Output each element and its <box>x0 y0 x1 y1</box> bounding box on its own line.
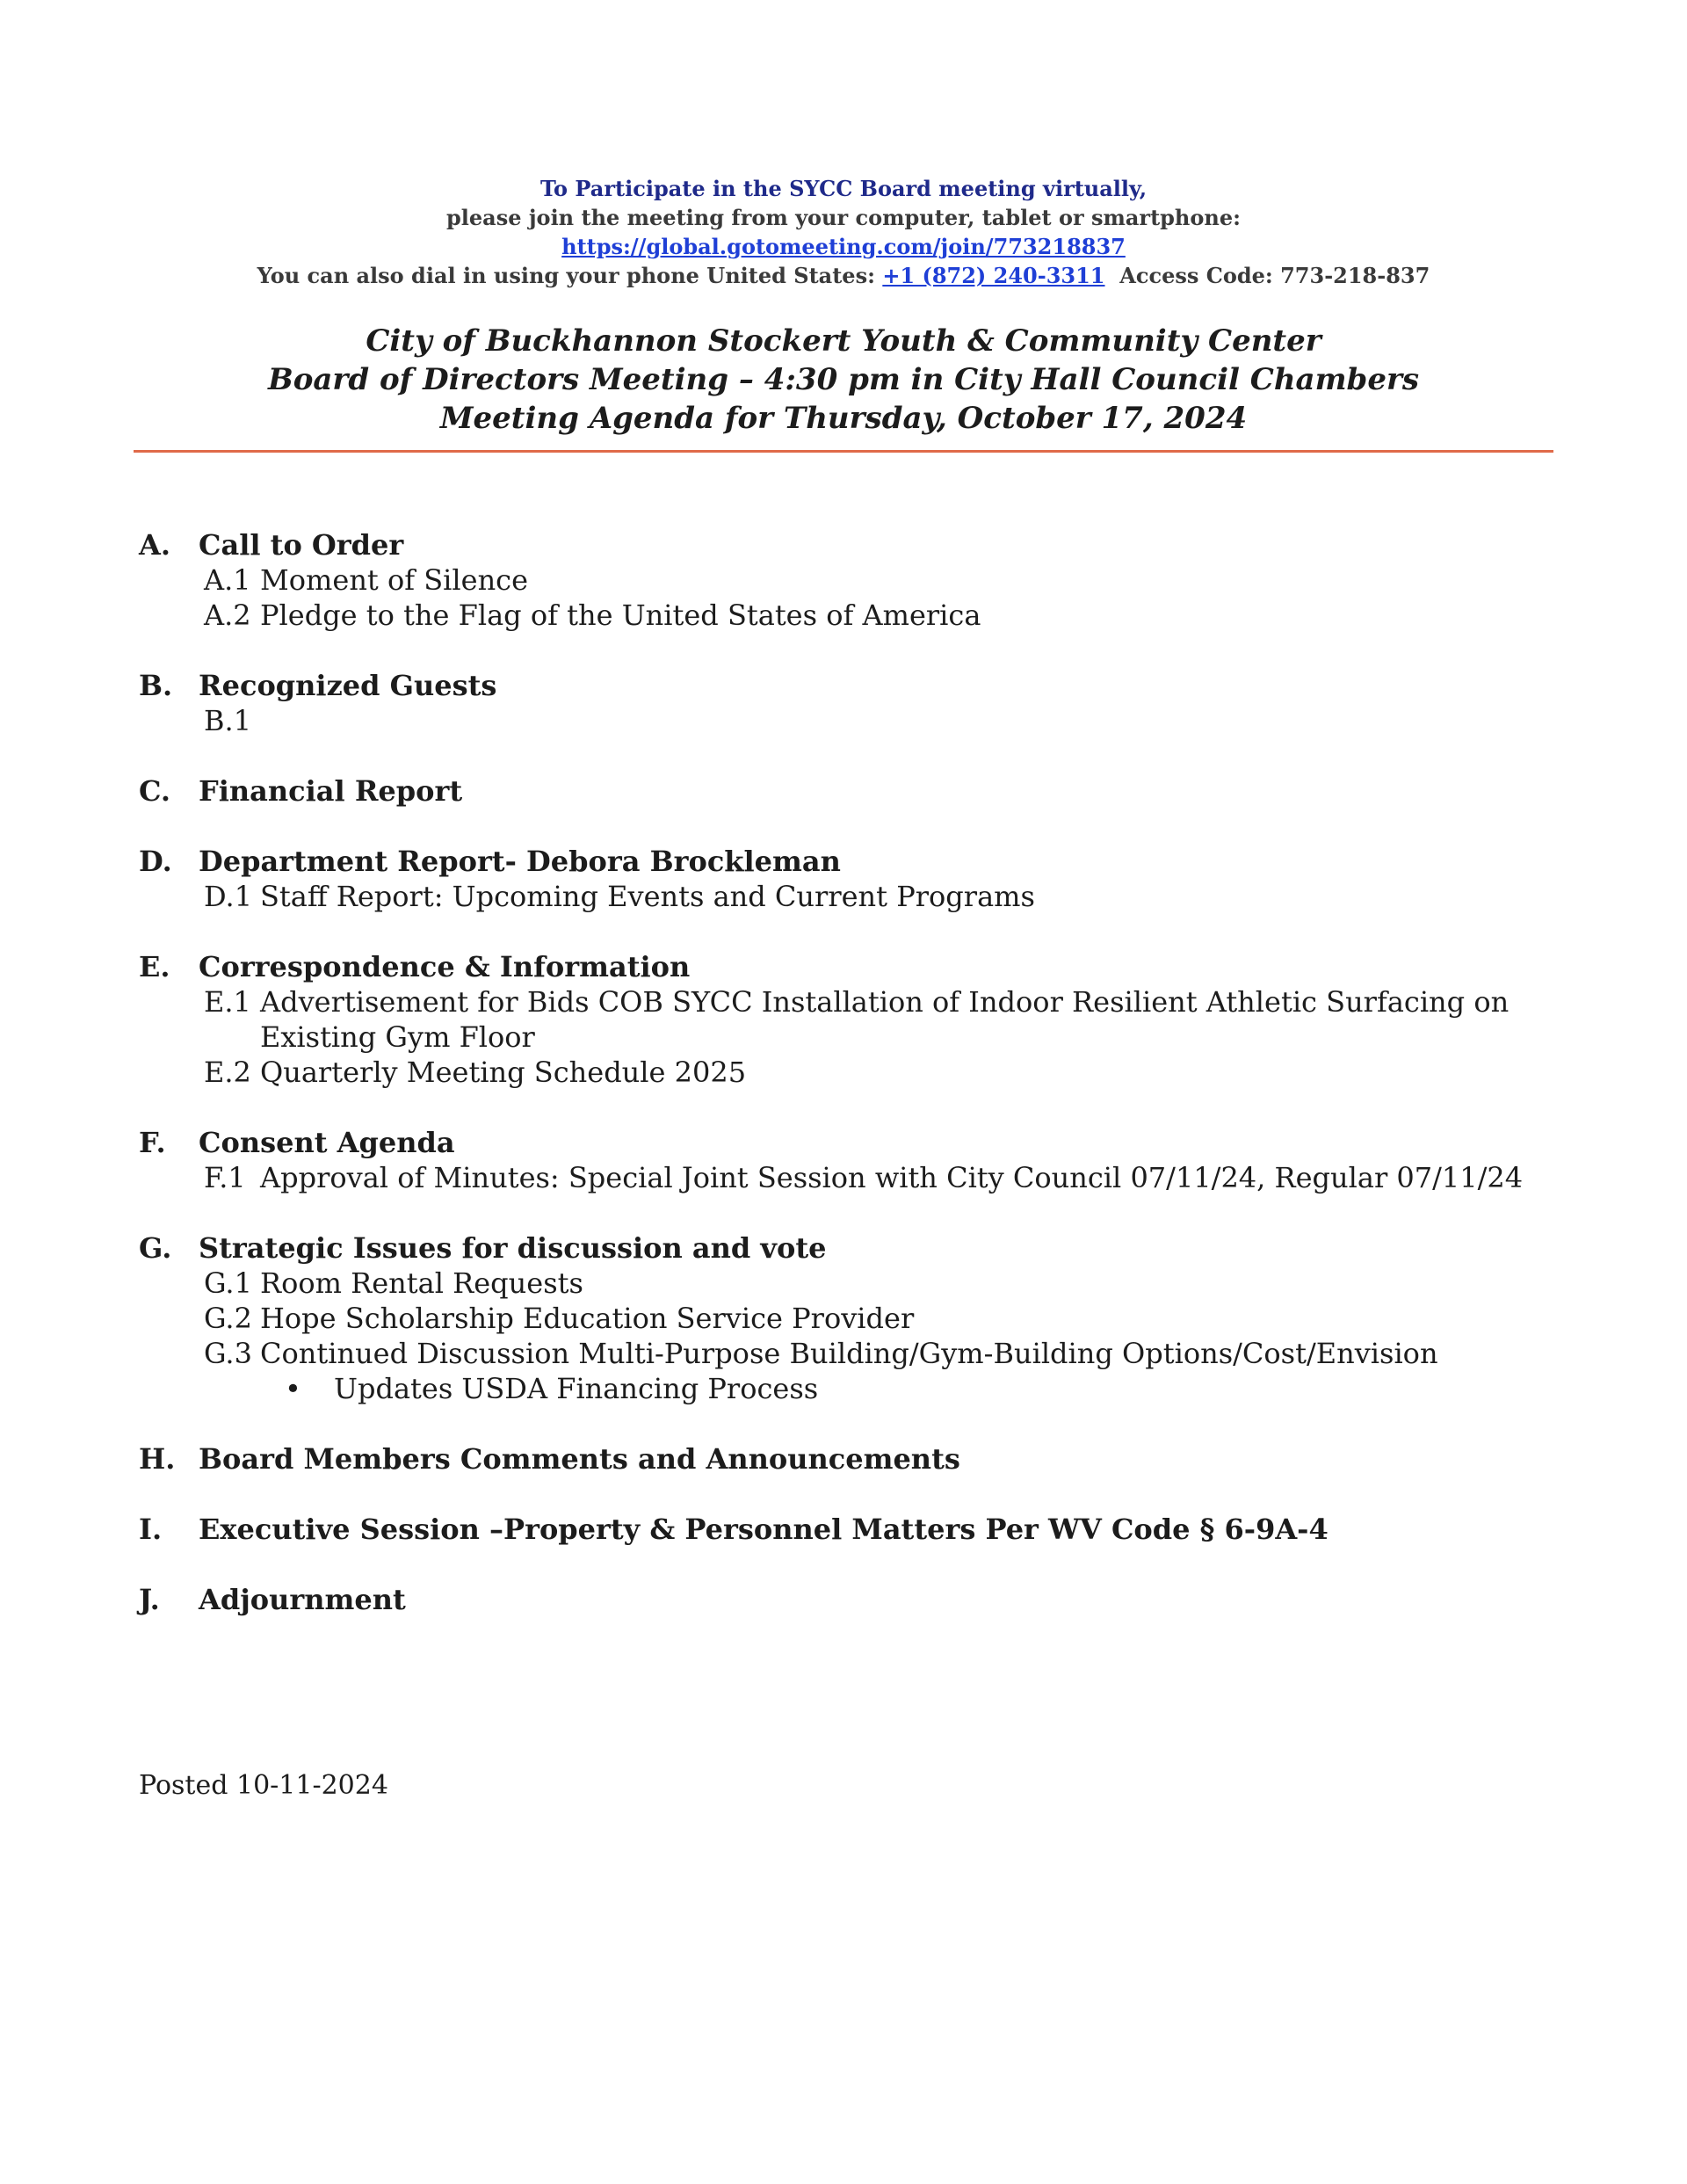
title-line-3: Meeting Agenda for Thursday, October 17, 2024 <box>439 401 1248 436</box>
agenda-section <box>139 1512 1562 1547</box>
item-number: D.1 <box>204 880 253 913</box>
item-number: F.1 <box>204 1161 246 1194</box>
item-number: G.3 <box>204 1337 252 1370</box>
section-title: Consent Agenda <box>199 1126 455 1159</box>
section-letter: E. <box>139 950 170 983</box>
notice-heading: To Participate in the SYCC Board meeting virtually, <box>539 176 1148 201</box>
item-number: E.2 <box>204 1056 251 1089</box>
item-text: Pledge to the Flag of the United States of America <box>260 599 981 632</box>
item-text: Quarterly Meeting Schedule 2025 <box>260 1056 747 1089</box>
item-text <box>260 703 1562 738</box>
agenda-section <box>139 668 1562 738</box>
section-letter: J. <box>139 1583 160 1616</box>
bullet-icon: • <box>285 1372 301 1405</box>
section-title: Call to Order <box>199 528 404 562</box>
section-title: Recognized Guests <box>199 669 497 702</box>
item-text: Continued Discussion Multi-Purpose Building/Gym-Building Options/Cost/Envision <box>260 1337 1438 1370</box>
agenda-section <box>139 773 1562 809</box>
section-heading <box>139 1512 1562 1547</box>
section-heading <box>139 1125 1562 1160</box>
section-letter: F. <box>139 1126 166 1159</box>
section-letter: B. <box>139 669 173 702</box>
agenda-bullet <box>139 1371 1562 1406</box>
section-heading <box>139 1582 1562 1617</box>
item-number: G.1 <box>204 1266 252 1300</box>
dial-in-prefix: You can also dial in using your phone United States: <box>257 263 875 288</box>
agenda-item <box>139 879 1562 914</box>
title-line-1: City of Buckhannon Stockert Youth & Community Center <box>366 323 1321 359</box>
item-text: Room Rental Requests <box>260 1266 583 1300</box>
agenda-item <box>139 562 1562 598</box>
section-heading <box>139 1230 1562 1266</box>
agenda-section <box>139 949 1562 1090</box>
agenda-section <box>139 1582 1562 1617</box>
meeting-link[interactable]: https://global.gotomeeting.com/join/773218837 <box>561 234 1126 259</box>
agenda-item <box>139 1301 1562 1336</box>
title-line-2: Board of Directors Meeting – 4:30 pm in City Hall Council Chambers <box>267 362 1420 397</box>
item-text: Moment of Silence <box>260 563 529 597</box>
section-letter: G. <box>139 1231 172 1265</box>
virtual-meeting-notice <box>134 174 1553 290</box>
section-heading <box>139 949 1562 984</box>
agenda-item <box>139 1266 1562 1301</box>
section-letter: H. <box>139 1442 176 1476</box>
bullet-text: Updates USDA Financing Process <box>334 1372 819 1405</box>
section-heading <box>139 668 1562 703</box>
item-number: A.1 <box>204 563 251 597</box>
access-code: Access Code: 773-218-837 <box>1119 263 1430 288</box>
section-letter: I. <box>139 1513 163 1546</box>
agenda-section <box>139 1125 1562 1195</box>
agenda-item <box>139 598 1562 633</box>
posted-date: Posted 10-11-2024 <box>139 1770 388 1801</box>
meeting-title <box>134 322 1553 438</box>
item-number: G.2 <box>204 1302 252 1335</box>
section-letter: A. <box>139 528 170 562</box>
section-title: Executive Session –Property & Personnel Matters Per WV Code § 6-9A-4 <box>199 1513 1329 1546</box>
agenda-item <box>139 703 1562 738</box>
section-title: Adjournment <box>199 1583 406 1616</box>
agenda-section <box>139 844 1562 914</box>
section-letter: D. <box>139 845 172 878</box>
agenda-item <box>139 984 1562 1055</box>
section-title: Correspondence & Information <box>199 950 691 983</box>
item-text: Hope Scholarship Education Service Provider <box>260 1302 915 1335</box>
agenda-item <box>139 1055 1562 1090</box>
section-title: Financial Report <box>199 774 463 808</box>
section-heading <box>139 527 1562 562</box>
agenda-item <box>139 1160 1562 1195</box>
section-title: Board Members Comments and Announcements <box>199 1442 960 1476</box>
dial-in-line <box>134 261 1553 290</box>
notice-instructions: please join the meeting from your computer, tablet or smartphone: <box>446 205 1241 230</box>
agenda-section <box>139 1441 1562 1477</box>
section-letter: C. <box>139 774 171 808</box>
item-text: Approval of Minutes: Special Joint Session with City Council 07/11/24, Regular 07/11/24 <box>260 1161 1524 1194</box>
agenda-list <box>139 527 1562 1652</box>
agenda-item <box>139 1336 1562 1371</box>
title-divider <box>134 450 1553 453</box>
section-heading <box>139 844 1562 879</box>
agenda-section <box>139 1230 1562 1406</box>
phone-link[interactable]: +1 (872) 240-3311 <box>882 263 1105 288</box>
section-title: Strategic Issues for discussion and vote <box>199 1231 827 1265</box>
item-text: Staff Report: Upcoming Events and Current Programs <box>260 880 1035 913</box>
section-title: Department Report- Debora Brockleman <box>199 845 841 878</box>
item-number: B.1 <box>204 704 252 737</box>
item-number: E.1 <box>204 985 251 1019</box>
agenda-section <box>139 527 1562 633</box>
item-text: Advertisement for Bids COB SYCC Installation of Indoor Resilient Athletic Surfacing on Existing Gym Floor <box>260 985 1510 1054</box>
section-heading <box>139 1441 1562 1477</box>
item-number: A.2 <box>204 599 251 632</box>
section-heading <box>139 773 1562 809</box>
